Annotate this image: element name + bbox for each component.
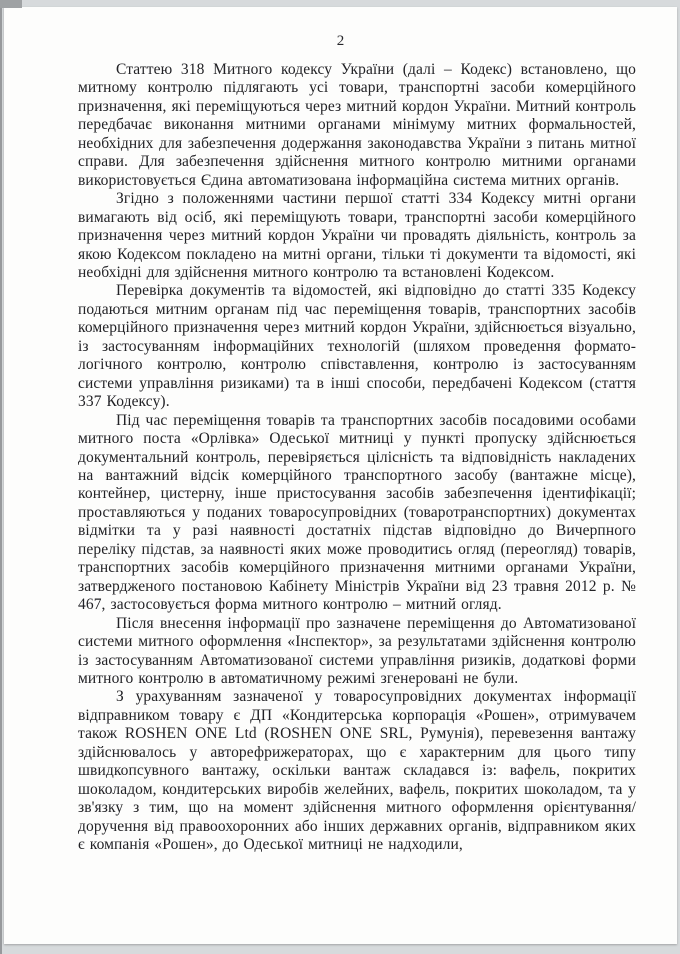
document-page <box>4 7 677 944</box>
paragraph: Після внесення інформації про зазначене переміщення до Автоматизованої системи митного оформлення «Інспектор», за результатами здійснення контролю із застосуванням Автоматизованої системи управління ризиків, додаткові форми митного контролю в автоматичному режимі згенеровані не були. <box>78 614 636 687</box>
paragraph: Згідно з положеннями частини першої статті 334 Кодексу митні органи вимагають від осіб, які переміщують товари, транспортні засоби комерційного призначення через митний кордон України чи провадять діяльність, контроль за якою Кодексом покладено на митні органи, тільки ті документи та відомості, які необхідні для здійснення митного контролю та встановлені Кодексом. <box>78 190 636 281</box>
paragraph: З урахуванням зазначеної у товаросупровідних документах інформації відправником товару є ДП «Кондитерська корпорація «Рошен», отримувачем також ROSHEN ONE Ltd (ROSHEN ONE SRL, Румунія), перевезення вантажу здійснювалось у авторефрижераторах, що є характерним для цього типу швидкопсувного вантажу, оскільки вантаж складався із: вафель, покритих шоколадом, кондитерських виробів желейних, вафель, покритих шоколадом, та у зв'язку з тим, що на момент здійснення митного оформлення орієнтування/доручення від правоохоронних або інших державних органів, відправником яких є компанія «Рошен», до Одеської митниці не надходили, <box>78 688 636 854</box>
scan-corner-artifact <box>0 0 22 8</box>
page-number: 2 <box>336 33 345 49</box>
paragraph: Перевірка документів та відомостей, які відповідно до статті 335 Кодексу подаються митним органам під час переміщення товарів, транспортних засобів комерційного призначення через митний кордон України, здійснюється візуально, із застосуванням інформаційних технологій (шляхом проведення формато-логічного контролю, контролю співставлення, контролю із застосуванням системи управління ризиками) та в інші способи, передбачені Кодексом (стаття 337 Кодексу). <box>78 282 636 411</box>
scan-edge-artifact <box>0 0 2 954</box>
paragraph: Статтею 318 Митного кодексу України (далі – Кодекс) встановлено, що митному контролю підлягають усі товари, транспортні засоби комерційного призначення, які переміщуються через митний кордон України. Митний контроль передбачає виконання митними органами мінімуму митних формальностей, необхідних для забезпечення додержання законодавства України з питань митної справи. Для забезпечення здійснення митного контролю митними органами використовується Єдина автоматизована інформаційна система митних органів. <box>78 61 636 189</box>
paragraph: Під час переміщення товарів та транспортних засобів посадовими особами митного поста «Орлівка» Одеської митниці у пункті пропуску здійснюється документальний контроль, перевіряється цілісність та відповідність накладених на вантажний відсік комерційного транспортного засобу (вантажне місце), контейнер, цистерну, інше пристосування засобів забезпечення ідентифікації; проставляються у поданих товаросупровідних (товаротранспортних) документах відмітки та у разі наявності достатніх підстав відповідно до Вичерпного переліку підстав, за наявності яких може проводитись огляд (переогляд) товарів, транспортних засобів комерційного призначення митними органами України, затвердженого постановою Кабінету Міністрів України від 23 травня 2012 р. № 467, застосовується форма митного контролю – митний огляд. <box>78 411 636 614</box>
document-body <box>78 61 636 854</box>
